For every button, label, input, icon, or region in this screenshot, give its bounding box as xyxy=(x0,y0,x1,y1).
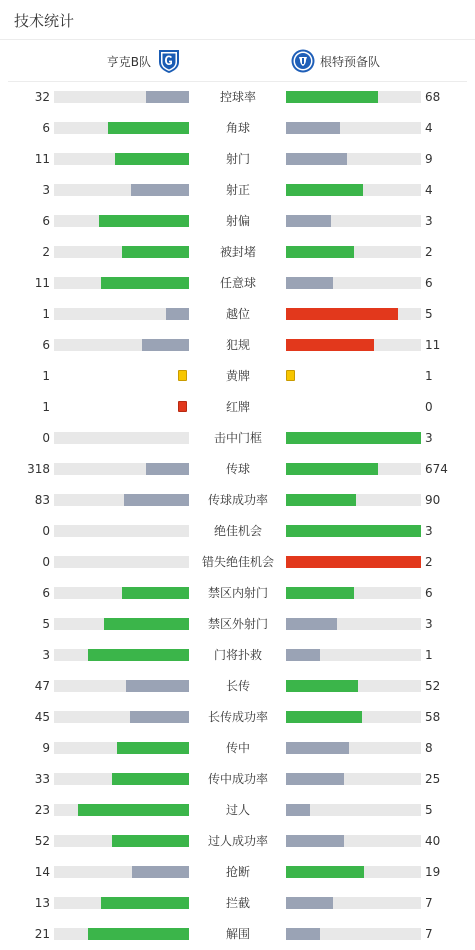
away-stat-value: 4 xyxy=(425,183,433,197)
away-stat-bar-fill xyxy=(286,587,354,599)
away-stat-bar-fill xyxy=(286,339,374,351)
away-stat-value: 3 xyxy=(425,214,433,228)
red-card-icon xyxy=(178,401,187,412)
home-stat-value: 33 xyxy=(34,772,50,786)
home-stat-bar xyxy=(54,246,189,258)
away-stat-value: 3 xyxy=(425,617,433,631)
away-stat-value: 7 xyxy=(425,927,433,941)
stat-row xyxy=(0,671,475,702)
stat-row xyxy=(0,175,475,206)
stat-label: 过人成功率 xyxy=(207,834,268,848)
home-stat-bar xyxy=(54,680,189,692)
home-stat-bar-fill xyxy=(146,463,189,475)
stat-row xyxy=(0,485,475,516)
home-stat-bar xyxy=(54,525,189,537)
home-stat-bar-fill xyxy=(88,928,189,940)
home-stat-bar-fill xyxy=(78,804,189,816)
stat-row xyxy=(0,547,475,578)
home-stat-bar xyxy=(54,928,189,940)
home-stat-value: 2 xyxy=(42,245,50,259)
stat-row xyxy=(0,640,475,671)
stat-label: 门将扑救 xyxy=(213,648,262,662)
home-stat-bar xyxy=(54,308,189,320)
home-stat-bar-fill xyxy=(104,618,189,630)
stat-row xyxy=(0,237,475,268)
stat-label: 控球率 xyxy=(219,90,256,104)
home-stat-bar-fill xyxy=(88,649,189,661)
away-stat-value: 8 xyxy=(425,741,433,755)
home-stat-bar xyxy=(54,153,189,165)
home-stat-bar-fill xyxy=(122,246,190,258)
stat-row xyxy=(0,702,475,733)
away-stat-bar xyxy=(286,587,421,599)
away-stat-bar-fill xyxy=(286,804,310,816)
stat-label: 传球成功率 xyxy=(207,493,268,507)
away-team[interactable] xyxy=(291,48,380,74)
away-stat-bar xyxy=(286,184,421,196)
away-stat-value: 68 xyxy=(425,90,441,104)
home-stat-bar xyxy=(54,556,189,568)
teams-row xyxy=(8,40,467,82)
stat-row xyxy=(0,888,475,919)
home-stat-value: 83 xyxy=(34,493,50,507)
home-stat-value: 23 xyxy=(34,803,50,817)
home-stat-bar xyxy=(54,866,189,878)
away-stat-bar xyxy=(286,525,421,537)
away-stat-value: 5 xyxy=(425,307,433,321)
stat-label: 错失绝佳机会 xyxy=(201,555,274,569)
away-stat-bar-fill xyxy=(286,308,398,320)
home-stat-value: 3 xyxy=(42,648,50,662)
stat-row xyxy=(0,423,475,454)
stat-row xyxy=(0,82,475,113)
stat-row xyxy=(0,330,475,361)
home-stat-bar xyxy=(54,773,189,785)
away-stat-bar-fill xyxy=(286,525,421,537)
away-stat-bar xyxy=(286,866,421,878)
stat-label: 射正 xyxy=(225,183,250,197)
stat-row xyxy=(0,578,475,609)
home-stat-bar-fill xyxy=(146,91,189,103)
home-stat-bar-fill xyxy=(130,711,189,723)
away-stat-bar xyxy=(286,494,421,506)
stat-label: 禁区外射门 xyxy=(207,617,268,631)
page-title: 技术统计 xyxy=(14,12,75,30)
stat-label: 长传 xyxy=(225,679,250,693)
home-stat-bar xyxy=(54,494,189,506)
stats-header xyxy=(0,0,475,40)
home-stat-value: 32 xyxy=(34,90,50,104)
away-stat-bar-fill xyxy=(286,928,320,940)
home-stat-value: 14 xyxy=(34,865,50,879)
away-stat-bar-fill xyxy=(286,494,356,506)
stat-row xyxy=(0,609,475,640)
stat-label: 击中门框 xyxy=(213,431,262,445)
home-stat-bar-fill xyxy=(115,153,189,165)
home-stat-bar xyxy=(54,432,189,444)
away-team-logo-icon xyxy=(291,48,315,74)
away-stat-value: 2 xyxy=(425,555,433,569)
away-stat-value: 5 xyxy=(425,803,433,817)
away-stat-value: 3 xyxy=(425,524,433,538)
away-stat-bar xyxy=(286,91,421,103)
home-stat-value: 45 xyxy=(34,710,50,724)
stat-row xyxy=(0,299,475,330)
stat-row xyxy=(0,764,475,795)
away-stat-bar xyxy=(286,804,421,816)
away-stat-bar xyxy=(286,897,421,909)
stat-label: 解围 xyxy=(225,927,250,941)
away-stat-bar-fill xyxy=(286,618,337,630)
stat-label: 长传成功率 xyxy=(207,710,268,724)
away-team-name: 根特预备队 xyxy=(320,54,381,69)
home-stat-bar xyxy=(54,835,189,847)
away-stat-bar-fill xyxy=(286,866,364,878)
home-stat-bar xyxy=(54,339,189,351)
home-stat-bar-fill xyxy=(166,308,189,320)
yellow-card-icon xyxy=(178,370,187,381)
away-stat-value: 2 xyxy=(425,245,433,259)
home-stat-bar xyxy=(54,184,189,196)
away-stat-bar xyxy=(286,773,421,785)
away-stat-value: 3 xyxy=(425,431,433,445)
away-stat-value: 6 xyxy=(425,586,433,600)
home-stat-value: 0 xyxy=(42,555,50,569)
away-stat-bar-fill xyxy=(286,184,363,196)
stat-row xyxy=(0,516,475,547)
away-stat-bar xyxy=(286,556,421,568)
stat-label: 被封堵 xyxy=(219,245,256,259)
stat-row xyxy=(0,113,475,144)
stat-row xyxy=(0,392,475,423)
stat-label: 抢断 xyxy=(225,865,250,879)
home-stat-value: 1 xyxy=(42,307,50,321)
stat-row xyxy=(0,919,475,950)
away-stat-bar xyxy=(286,835,421,847)
home-stat-value: 5 xyxy=(42,617,50,631)
away-stat-bar-fill xyxy=(286,91,378,103)
home-stat-bar xyxy=(54,711,189,723)
stat-label: 拦截 xyxy=(225,896,250,910)
home-stat-bar-fill xyxy=(132,866,189,878)
stat-row xyxy=(0,795,475,826)
stat-row xyxy=(0,144,475,175)
home-team-logo-icon xyxy=(157,48,181,74)
home-stat-bar xyxy=(54,897,189,909)
home-stat-value: 1 xyxy=(42,369,50,383)
home-stat-bar xyxy=(54,649,189,661)
away-stat-value: 58 xyxy=(425,710,441,724)
home-stat-bar xyxy=(54,804,189,816)
home-stat-bar xyxy=(54,215,189,227)
home-stat-value: 47 xyxy=(34,679,50,693)
home-stat-bar xyxy=(54,618,189,630)
home-stat-bar xyxy=(54,463,189,475)
away-stat-bar xyxy=(286,215,421,227)
away-stat-bar-fill xyxy=(286,463,378,475)
home-stat-bar-fill xyxy=(108,122,189,134)
away-stat-bar-fill xyxy=(286,215,331,227)
stat-row xyxy=(0,826,475,857)
away-stat-value: 90 xyxy=(425,493,441,507)
away-stat-value: 25 xyxy=(425,772,441,786)
stat-label: 传中 xyxy=(225,741,250,755)
away-stat-bar xyxy=(286,711,421,723)
home-stat-bar xyxy=(54,122,189,134)
away-stat-bar-fill xyxy=(286,835,344,847)
away-stat-bar-fill xyxy=(286,556,421,568)
home-team-name: 亨克B队 xyxy=(106,54,151,69)
away-stat-value: 9 xyxy=(425,152,433,166)
home-stat-bar xyxy=(54,587,189,599)
stat-label: 越位 xyxy=(225,307,250,321)
away-stat-value: 4 xyxy=(425,121,433,135)
home-stat-bar-fill xyxy=(117,742,189,754)
stat-label: 黄牌 xyxy=(225,369,250,383)
home-stat-value: 0 xyxy=(42,524,50,538)
away-stat-bar-fill xyxy=(286,649,320,661)
stat-row xyxy=(0,361,475,392)
away-stat-value: 1 xyxy=(425,648,433,662)
away-stat-bar xyxy=(286,649,421,661)
home-stat-value: 6 xyxy=(42,586,50,600)
stat-label: 红牌 xyxy=(225,400,250,414)
stat-label: 过人 xyxy=(225,803,250,817)
away-stat-bar-fill xyxy=(286,122,340,134)
away-stat-bar xyxy=(286,928,421,940)
away-stat-bar xyxy=(286,246,421,258)
away-stat-bar xyxy=(286,153,421,165)
home-stat-value: 0 xyxy=(42,431,50,445)
stats-list xyxy=(0,82,475,950)
away-stat-bar xyxy=(286,308,421,320)
away-stat-bar xyxy=(286,339,421,351)
home-stat-bar-fill xyxy=(122,587,190,599)
home-stat-bar-fill xyxy=(101,277,189,289)
home-stat-bar-fill xyxy=(142,339,189,351)
home-stat-bar-fill xyxy=(124,494,189,506)
stat-label: 传球 xyxy=(225,462,250,476)
home-stat-value: 6 xyxy=(42,214,50,228)
home-stat-value: 6 xyxy=(42,121,50,135)
away-stat-value: 0 xyxy=(425,400,433,414)
home-stat-bar xyxy=(54,742,189,754)
away-stat-bar xyxy=(286,122,421,134)
stat-row xyxy=(0,733,475,764)
stat-label: 射门 xyxy=(225,152,250,166)
stat-label: 角球 xyxy=(225,121,250,135)
home-stat-bar xyxy=(54,91,189,103)
stat-row xyxy=(0,206,475,237)
away-stat-value: 19 xyxy=(425,865,441,879)
home-stat-value: 318 xyxy=(27,462,50,476)
home-stat-bar-fill xyxy=(131,184,189,196)
home-stat-value: 52 xyxy=(34,834,50,848)
stat-label: 射偏 xyxy=(225,214,250,228)
stat-row xyxy=(0,268,475,299)
away-stat-value: 7 xyxy=(425,896,433,910)
stat-label: 禁区内射门 xyxy=(207,586,268,600)
away-stat-bar-fill xyxy=(286,153,347,165)
home-stat-bar-fill xyxy=(101,897,189,909)
stat-row xyxy=(0,454,475,485)
away-stat-bar xyxy=(286,463,421,475)
away-stat-bar xyxy=(286,742,421,754)
home-stat-bar xyxy=(54,277,189,289)
away-stat-bar-fill xyxy=(286,277,333,289)
away-stat-value: 52 xyxy=(425,679,441,693)
yellow-card-icon xyxy=(286,370,295,381)
home-stat-value: 21 xyxy=(34,927,50,941)
home-stat-value: 1 xyxy=(42,400,50,414)
stat-label: 任意球 xyxy=(219,276,256,290)
away-stat-bar xyxy=(286,432,421,444)
away-stat-bar-fill xyxy=(286,432,421,444)
home-stat-value: 6 xyxy=(42,338,50,352)
away-stat-value: 11 xyxy=(425,338,441,352)
stat-label: 犯规 xyxy=(225,338,250,352)
stat-label: 传中成功率 xyxy=(207,772,268,786)
home-stat-bar-fill xyxy=(112,835,189,847)
stat-row xyxy=(0,857,475,888)
home-stat-bar-fill xyxy=(126,680,189,692)
home-stat-value: 9 xyxy=(42,741,50,755)
home-stat-value: 3 xyxy=(42,183,50,197)
away-stat-value: 674 xyxy=(425,462,448,476)
home-stat-value: 13 xyxy=(34,896,50,910)
away-stat-bar-fill xyxy=(286,773,344,785)
away-stat-bar xyxy=(286,277,421,289)
home-stat-value: 11 xyxy=(34,276,50,290)
away-stat-value: 1 xyxy=(425,369,433,383)
away-stat-bar-fill xyxy=(286,742,349,754)
away-stat-bar-fill xyxy=(286,246,354,258)
home-team[interactable] xyxy=(107,48,181,74)
away-stat-bar-fill xyxy=(286,897,333,909)
home-stat-bar-fill xyxy=(99,215,189,227)
away-stat-value: 6 xyxy=(425,276,433,290)
stat-label: 绝佳机会 xyxy=(213,524,262,538)
home-stat-value: 11 xyxy=(34,152,50,166)
away-stat-bar xyxy=(286,680,421,692)
away-stat-bar-fill xyxy=(286,680,358,692)
home-stat-bar-fill xyxy=(112,773,189,785)
away-stat-bar-fill xyxy=(286,711,362,723)
away-stat-value: 40 xyxy=(425,834,441,848)
away-stat-bar xyxy=(286,618,421,630)
